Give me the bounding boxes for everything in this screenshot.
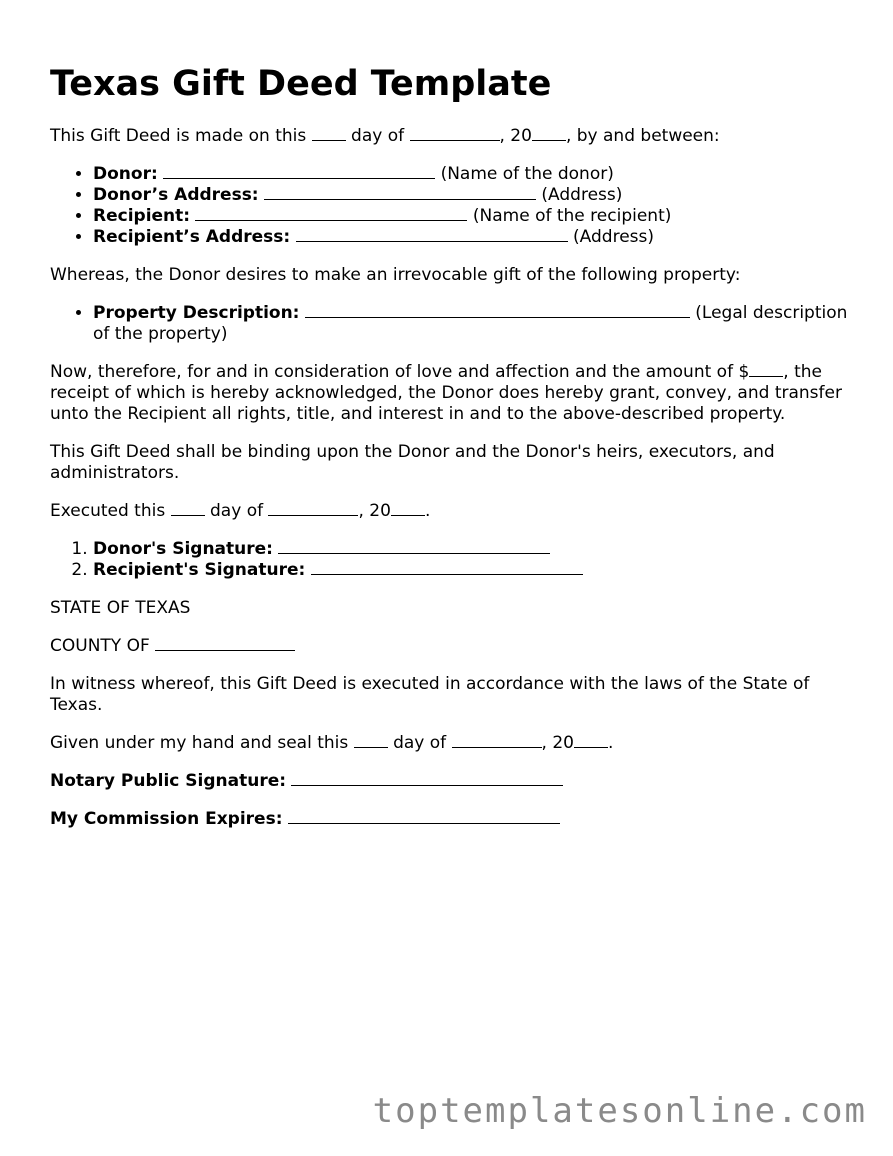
executed-paragraph	[50, 501, 850, 522]
whereas-paragraph: Whereas, the Donor desires to make an irrevocable gift of the following property:	[50, 265, 741, 285]
day-blank[interactable]	[312, 126, 346, 141]
property-description-blank[interactable]	[305, 303, 690, 318]
list-item	[93, 560, 850, 581]
donor-note: (Name of the donor)	[440, 164, 614, 184]
donor-name-blank[interactable]	[163, 164, 435, 179]
intro-suffix: , by and between:	[565, 126, 720, 146]
page-title: Texas Gift Deed Template	[50, 64, 552, 104]
parties-list	[50, 164, 850, 248]
executed-year-blank[interactable]	[391, 501, 425, 516]
list-item	[93, 303, 850, 345]
property-label: Property Description:	[93, 303, 300, 323]
intro-prefix: This Gift Deed is made on this	[50, 126, 307, 146]
year-blank[interactable]	[532, 126, 566, 141]
consideration-paragraph	[50, 362, 850, 425]
consideration-prefix: Now, therefore, for and in consideration of love and affection and the amount of $	[50, 362, 750, 382]
donor-address-blank[interactable]	[264, 185, 536, 200]
list-item	[93, 539, 850, 560]
executed-month-blank[interactable]	[268, 501, 358, 516]
state-line: STATE OF TEXAS	[50, 598, 191, 618]
executed-day-blank[interactable]	[171, 501, 205, 516]
intro-day-of: day of	[351, 126, 405, 146]
recipient-address-note: (Address)	[573, 227, 654, 247]
notary-line	[50, 771, 850, 792]
consideration-suffix: , the receipt of which is hereby acknowledged, the Donor does hereby grant, convey, and transfer unto the Recipient all rights, title, and interest in and to the above-described property.	[50, 362, 842, 424]
witness-paragraph: In witness whereof, this Gift Deed is executed in accordance with the laws of the State of Texas.	[50, 674, 810, 715]
donor-label: Donor:	[93, 164, 158, 184]
donor-address-label: Donor’s Address:	[93, 185, 259, 205]
given-day-blank[interactable]	[354, 733, 388, 748]
intro-comma-20: , 20	[499, 126, 532, 146]
executed-suffix: .	[424, 501, 431, 521]
donor-signature-blank[interactable]	[278, 539, 550, 554]
commission-line	[50, 809, 850, 830]
list-item	[93, 185, 850, 206]
commission-label: My Commission Expires:	[50, 809, 283, 829]
binding-paragraph: This Gift Deed shall be binding upon the Donor and the Donor's heirs, executors, and administrators.	[50, 442, 775, 483]
donor-address-note: (Address)	[541, 185, 623, 205]
recipient-name-blank[interactable]	[195, 206, 467, 221]
recipient-label: Recipient:	[93, 206, 191, 226]
county-line	[50, 636, 850, 657]
recipient-note: (Name of the recipient)	[472, 206, 672, 226]
watermark-text: toptemplatesonline.com	[372, 1091, 867, 1131]
month-blank[interactable]	[410, 126, 500, 141]
property-list	[50, 303, 850, 345]
given-suffix: .	[607, 733, 614, 753]
notary-label: Notary Public Signature:	[50, 771, 287, 791]
executed-prefix: Executed this	[50, 501, 166, 521]
signatures-list	[50, 539, 850, 581]
given-day-of: day of	[393, 733, 447, 753]
list-item	[93, 206, 850, 227]
given-month-blank[interactable]	[452, 733, 542, 748]
county-label: COUNTY OF	[50, 636, 150, 656]
executed-comma-20: , 20	[358, 501, 391, 521]
list-item	[93, 164, 850, 185]
amount-blank[interactable]	[749, 362, 783, 377]
property-note: (Legal description of the property)	[93, 303, 848, 344]
intro-paragraph	[50, 126, 850, 147]
list-item	[93, 227, 850, 248]
executed-day-of: day of	[210, 501, 264, 521]
recipient-signature-blank[interactable]	[311, 560, 583, 575]
commission-expires-blank[interactable]	[288, 809, 560, 824]
notary-signature-blank[interactable]	[291, 771, 563, 786]
recipient-address-blank[interactable]	[296, 227, 568, 242]
given-paragraph	[50, 733, 850, 754]
document-page	[50, 62, 850, 847]
county-blank[interactable]	[155, 636, 295, 651]
given-year-blank[interactable]	[574, 733, 608, 748]
given-comma-20: , 20	[541, 733, 574, 753]
recipient-address-label: Recipient’s Address:	[93, 227, 291, 247]
given-prefix: Given under my hand and seal this	[50, 733, 349, 753]
recipient-signature-label: Recipient's Signature:	[93, 560, 306, 580]
donor-signature-label: Donor's Signature:	[93, 539, 273, 559]
